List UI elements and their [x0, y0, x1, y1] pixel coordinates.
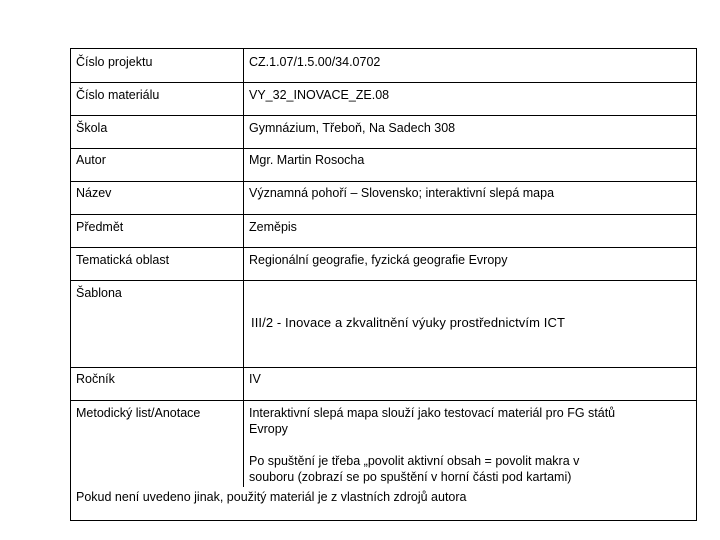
row-label-school: Škola — [76, 121, 108, 135]
row-value-grade: IV — [249, 372, 261, 386]
row-label-template: Šablona — [76, 286, 122, 300]
row-label-title: Název — [76, 186, 112, 200]
row-value-subject: Zeměpis — [249, 220, 297, 234]
row-value-author: Mgr. Martin Rosocha — [249, 153, 365, 167]
row-note-annotation: Po spuštění je třeba „povolit aktivní obsah = povolit makra v souboru (zobrazí se po spuštění v horní části pod kartami) — [249, 454, 580, 484]
row-value-template: III/2 - Inovace a zkvalitnění výuky prostřednictvím ICT — [251, 315, 566, 330]
row-label-grade: Ročník — [76, 372, 115, 386]
row-label-material-number: Číslo materiálu — [76, 88, 160, 102]
row-value-material-number: VY_32_INOVACE_ZE.08 — [249, 88, 390, 102]
row-label-author: Autor — [76, 153, 106, 167]
footer-note: Pokud není uvedeno jinak, použitý materiál je z vlastních zdrojů autora — [76, 490, 467, 504]
row-label-annotation: Metodický list/Anotace — [76, 406, 201, 420]
row-label-thematic-area: Tematická oblast — [76, 253, 170, 267]
row-value-title: Významná pohoří – Slovensko; interaktivní slepá mapa — [249, 186, 555, 200]
row-value-school: Gymnázium, Třeboň, Na Sadech 308 — [249, 121, 456, 135]
row-label-subject: Předmět — [76, 220, 124, 234]
row-value-thematic-area: Regionální geografie, fyzická geografie Evropy — [249, 253, 508, 267]
row-value-annotation: Interaktivní slepá mapa slouží jako testovací materiál pro FG států Evropy — [249, 406, 616, 436]
row-value-project-number: CZ.1.07/1.5.00/34.0702 — [249, 55, 381, 69]
project-info-table — [70, 48, 697, 521]
row-label-project-number: Číslo projektu — [76, 55, 153, 69]
